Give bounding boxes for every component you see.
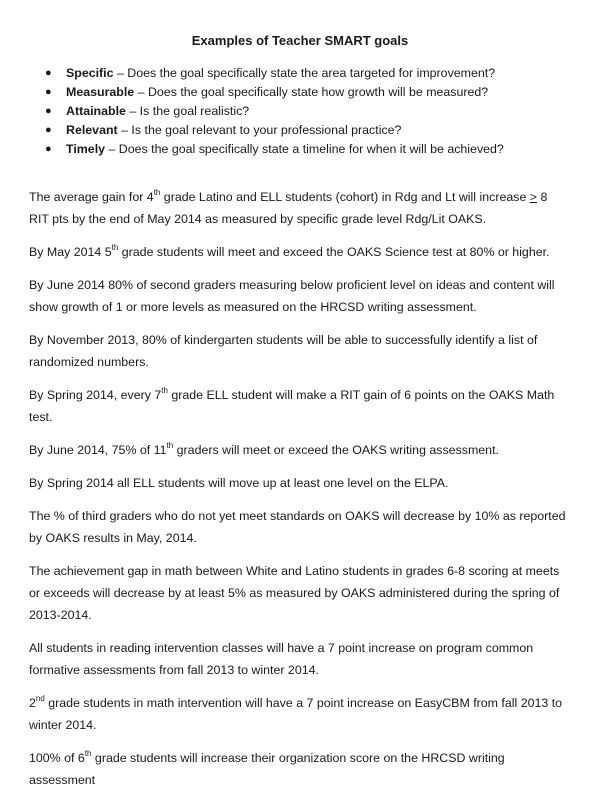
paragraph-text: 2 — [29, 696, 36, 710]
list-item-specific — [44, 64, 504, 83]
goal-paragraph — [29, 747, 569, 791]
criterion-term: Measurable — [66, 85, 135, 99]
paragraph-text: By June 2014, 75% of 11 — [29, 443, 167, 457]
list-item-relevant — [44, 121, 504, 140]
criterion-text: – Is the goal realistic? — [125, 104, 250, 118]
paragraph-text: grade students in math intervention will have a 7 point increase on EasyCBM from fall 2013 to winter 2014. — [29, 696, 563, 732]
bullet-icon: ● — [45, 105, 52, 117]
bullet-icon: ● — [45, 124, 52, 136]
criterion-text: – Does the goal specifically state a timeline for when it will be achieved? — [105, 142, 504, 156]
paragraph-text: By Spring 2014, every 7 — [29, 388, 162, 402]
criterion-term: Timely — [66, 142, 106, 156]
criterion-term: Relevant — [66, 123, 118, 137]
paragraph-text: 8 RIT pts by the end of May 2014 as measured by specific grade level Rdg/Lit OAKS. — [29, 190, 548, 226]
bullet-icon: ● — [45, 143, 52, 155]
ordinal-suffix: th — [153, 188, 161, 197]
paragraph-text: grade Latino and ELL students (cohort) in Rdg and Lt will increase — [160, 190, 530, 204]
goal-paragraph — [29, 637, 569, 681]
paragraph-text: The achievement gap in math between White and Latino students in grades 6-8 scoring at meets or exceeds will decrease by at least 5% as measured by OAKS administered during the spring of 2013-2014. — [29, 564, 560, 622]
ordinal-suffix: th — [111, 243, 119, 252]
goal-examples — [29, 186, 569, 802]
paragraph-text: All students in reading intervention classes will have a 7 point increase on program common formative assessments from fall 2013 to winter 2014. — [29, 641, 534, 677]
goal-paragraph — [29, 560, 569, 626]
goal-paragraph — [29, 241, 569, 263]
ordinal-suffix: th — [161, 386, 168, 395]
list-item-measurable — [44, 83, 504, 102]
paragraph-text: grade ELL student will make a RIT gain of 6 points on the OAKS Math test. — [29, 388, 555, 424]
smart-criteria-list — [44, 64, 504, 159]
paragraph-text: grade students will meet and exceed the OAKS Science test at 80% or higher. — [118, 245, 550, 259]
ordinal-suffix: th — [84, 749, 92, 758]
goal-paragraph — [29, 692, 569, 736]
goal-paragraph — [29, 439, 569, 461]
criterion-text: – Does the goal specifically state the area targeted for improvement? — [113, 66, 496, 80]
ordinal-suffix: th — [166, 441, 174, 450]
paragraph-text: The average gain for 4 — [29, 190, 154, 204]
paragraph-text: By Spring 2014 all ELL students will move up at least one level on the ELPA. — [29, 476, 449, 490]
paragraph-text: graders will meet or exceed the OAKS writing assessment. — [173, 443, 499, 457]
paragraph-text: The % of third graders who do not yet meet standards on OAKS will decrease by 10% as reported by OAKS results in May, 2014. — [29, 509, 566, 545]
paragraph-text: 100% of 6 — [29, 751, 85, 765]
goal-paragraph — [29, 472, 569, 494]
criterion-term: Specific — [66, 66, 114, 80]
goal-paragraph — [29, 384, 569, 428]
goal-paragraph — [29, 329, 569, 373]
paragraph-text: By November 2013, 80% of kindergarten students will be able to successfully identify a list of randomized numbers. — [29, 333, 538, 369]
list-item-attainable — [44, 102, 504, 121]
goal-paragraph — [29, 186, 569, 230]
ge-symbol: > — [529, 190, 538, 204]
paragraph-text: grade students will increase their organization score on the HRCSD writing assessment — [29, 751, 505, 787]
list-item-timely — [44, 140, 504, 159]
criterion-text: – Does the goal specifically state how growth will be measured? — [134, 85, 489, 99]
criterion-text: – Is the goal relevant to your professional practice? — [117, 123, 402, 137]
ordinal-suffix: nd — [35, 694, 45, 703]
criterion-term: Attainable — [66, 104, 126, 118]
paragraph-text: By June 2014 80% of second graders measuring below proficient level on ideas and content will show growth of 1 or more levels as measured on the HRCSD writing assessment. — [29, 278, 555, 314]
goal-paragraph — [29, 505, 569, 549]
paragraph-text: By May 2014 5 — [29, 245, 112, 259]
goal-paragraph — [29, 274, 569, 318]
bullet-icon: ● — [45, 86, 52, 98]
bullet-icon: ● — [45, 67, 52, 79]
document-title: Examples of Teacher SMART goals — [191, 33, 409, 48]
